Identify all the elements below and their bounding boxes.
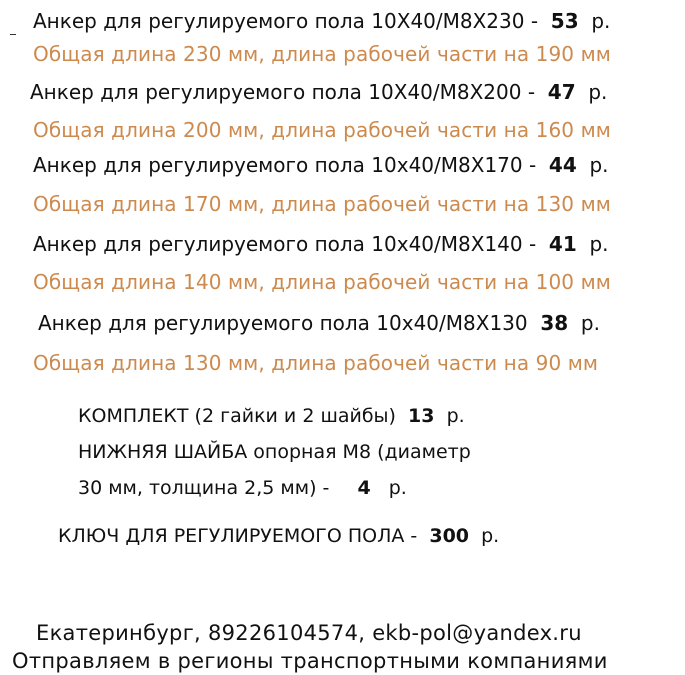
anchor-title: Анкер для регулируемого пола 10x40/M8X140 - (33, 232, 537, 256)
price-unit: р. (481, 525, 500, 547)
anchor-title: Анкер для регулируемого пола 10x40/M8X170 - (33, 153, 537, 177)
anchor-description-170: Общая длина 170 мм, длина рабочей части на 130 мм (33, 192, 611, 216)
anchor-price: 41 (548, 232, 577, 256)
washer-line-1: НИЖНЯЯ ШАЙБА опорная М8 (диаметр (78, 441, 471, 463)
price-unit: р. (591, 9, 611, 33)
anchor-price: 38 (540, 311, 569, 335)
washer-price: 4 (357, 477, 371, 499)
anchor-title: Анкер для регулируемого пола 10X40/M8X200 - (30, 80, 536, 104)
anchor-price: 44 (548, 153, 577, 177)
price-unit: р. (588, 80, 608, 104)
stray-mark (10, 34, 16, 35)
anchor-item-170 (33, 153, 609, 177)
anchor-description-230: Общая длина 230 мм, длина рабочей части на 190 мм (33, 42, 611, 66)
anchor-description-140: Общая длина 140 мм, длина рабочей части на 100 мм (33, 270, 611, 294)
anchor-item-140 (33, 232, 609, 256)
key-title: КЛЮЧ ДЛЯ РЕГУЛИРУЕМОГО ПОЛА - (58, 525, 418, 547)
anchor-price: 47 (547, 80, 576, 104)
key-item (58, 525, 499, 547)
price-unit: р. (388, 477, 407, 499)
key-price: 300 (429, 525, 470, 547)
kit-title: КОМПЛЕКТ (2 гайки и 2 шайбы) (78, 405, 396, 427)
anchor-item-200 (30, 80, 607, 104)
anchor-description-130: Общая длина 130 мм, длина рабочей части на 90 мм (33, 351, 599, 375)
contacts: Екатеринбург, 89226104574, ekb-pol@yandex.ru (36, 621, 582, 645)
anchor-title: Анкер для регулируемого пола 10x40/M8X130 (38, 311, 528, 335)
price-unit: р. (589, 232, 609, 256)
shipping-note: Отправляем в регионы транспортными компаниями (12, 649, 608, 673)
kit-price: 13 (408, 405, 435, 427)
anchor-item-230 (33, 9, 610, 33)
anchor-item-130 (38, 311, 600, 335)
price-unit: р. (446, 405, 465, 427)
washer-line-2: 30 мм, толщина 2,5 мм) - (78, 477, 330, 499)
kit-item (78, 405, 465, 427)
anchor-price: 53 (550, 9, 579, 33)
price-unit: р. (580, 311, 600, 335)
washer-item (78, 477, 407, 499)
anchor-description-200: Общая длина 200 мм, длина рабочей части на 160 мм (33, 118, 611, 142)
anchor-title: Анкер для регулируемого пола 10X40/M8X230 - (33, 9, 539, 33)
price-unit: р. (589, 153, 609, 177)
